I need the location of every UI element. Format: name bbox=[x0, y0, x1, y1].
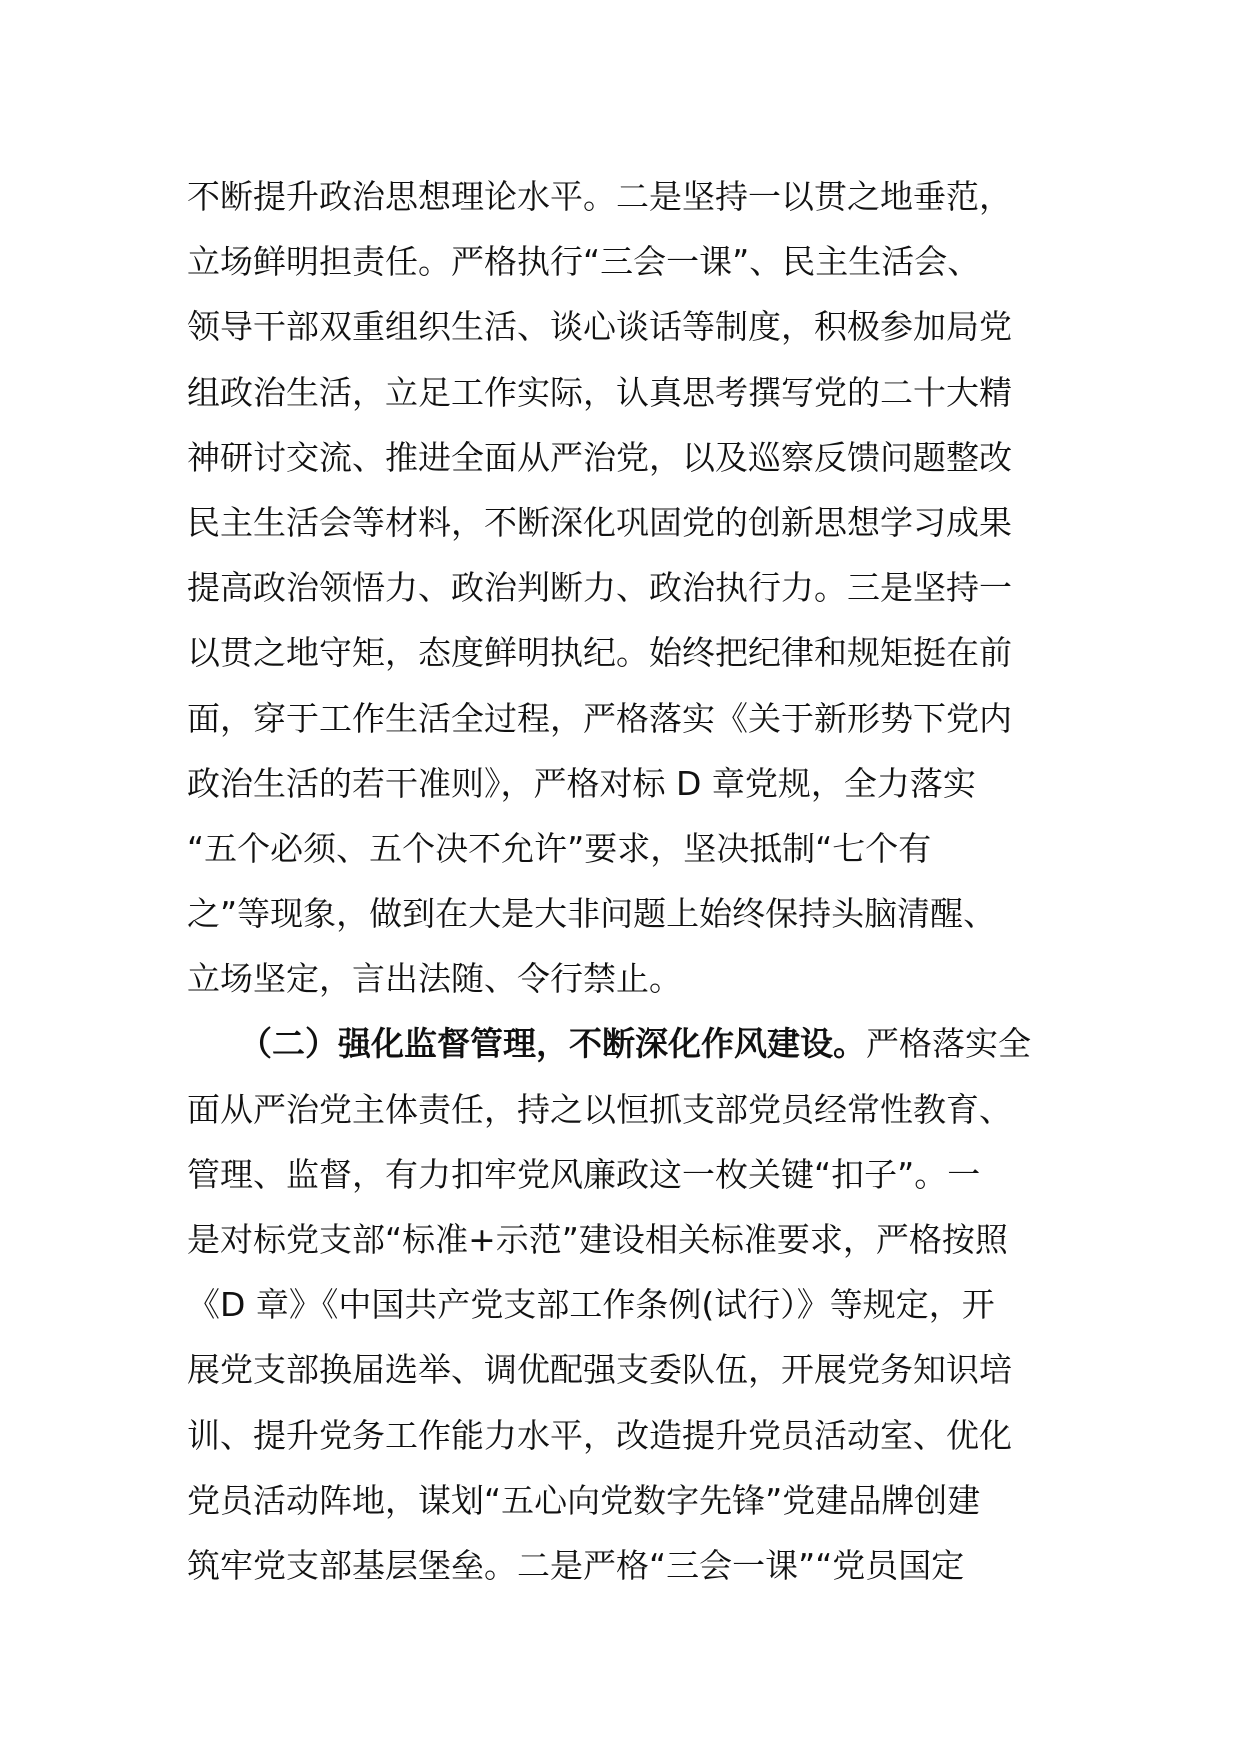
text-line: 之”等现象，做到在大是大非问题上始终保持头脑清醒、 bbox=[187, 894, 997, 934]
text-line: “五个必须、五个决不允许”要求，坚决抵制“七个有 bbox=[187, 828, 932, 868]
text-line: 提高政治领悟力、政治判断力、政治执行力。三是坚持一 bbox=[187, 568, 1012, 608]
text-line: 立场鲜明担责任。严格执行“三会一课”、民主生活会、 bbox=[187, 242, 981, 282]
text-line: 以贯之地守矩，态度鲜明执纪。始终把纪律和规矩挺在前 bbox=[187, 633, 1012, 673]
section-heading-tail: 严格落实全 bbox=[866, 1024, 1031, 1064]
text-line: 管理、监督，有力扣牢党风廉政这一枚关键“扣子”。一 bbox=[187, 1154, 981, 1194]
text-line: 民主生活会等材料，不断深化巩固党的创新思想学习成果 bbox=[187, 502, 1012, 542]
section-heading-line bbox=[187, 1011, 1057, 1076]
text-line: 神研讨交流、推进全面从严治党，以及巡察反馈问题整改 bbox=[187, 437, 1012, 477]
text-line: 组政治生活，立足工作实际，认真思考撰写党的二十大精 bbox=[187, 372, 1012, 412]
text-line: 面从严治党主体责任，持之以恒抓支部党员经常性教育、 bbox=[187, 1089, 1012, 1129]
text-line: 不断提升政治思想理论水平。二是坚持一以贯之地垂范， bbox=[187, 177, 1012, 216]
text-line: 是对标党支部“标准+示范”建设相关标准要求，严格按照 bbox=[187, 1220, 1008, 1259]
body-text bbox=[187, 164, 1057, 1598]
text-line: 领导干部双重组织生活、谈心谈话等制度，积极参加局党 bbox=[187, 307, 1012, 347]
text-line: 党员活动阵地，谋划“五心向党数字先锋”党建品牌创建 bbox=[187, 1480, 981, 1520]
text-line: 《D 章》《中国共产党支部工作条例(试行）》等规定，开 bbox=[187, 1285, 995, 1325]
text-line: 筑牢党支部基层堡垒。二是严格“三会一课”“党员国定 bbox=[187, 1545, 965, 1585]
text-line: 面，穿于工作生活全过程，严格落实《关于新形势下党内 bbox=[187, 698, 1012, 738]
section-heading: （二）强化监督管理，不断深化作风建设。 bbox=[239, 1024, 866, 1064]
text-line: 立场坚定，言出法随、令行禁止。 bbox=[187, 959, 682, 999]
text-line: 展党支部换届选举、调优配强支委队伍，开展党务知识培 bbox=[187, 1350, 1012, 1390]
text-line: 训、提升党务工作能力水平，改造提升党员活动室、优化 bbox=[187, 1415, 1012, 1455]
text-line: 政治生活的若干准则》，严格对标 D 章党规，全力落实 bbox=[187, 763, 976, 803]
